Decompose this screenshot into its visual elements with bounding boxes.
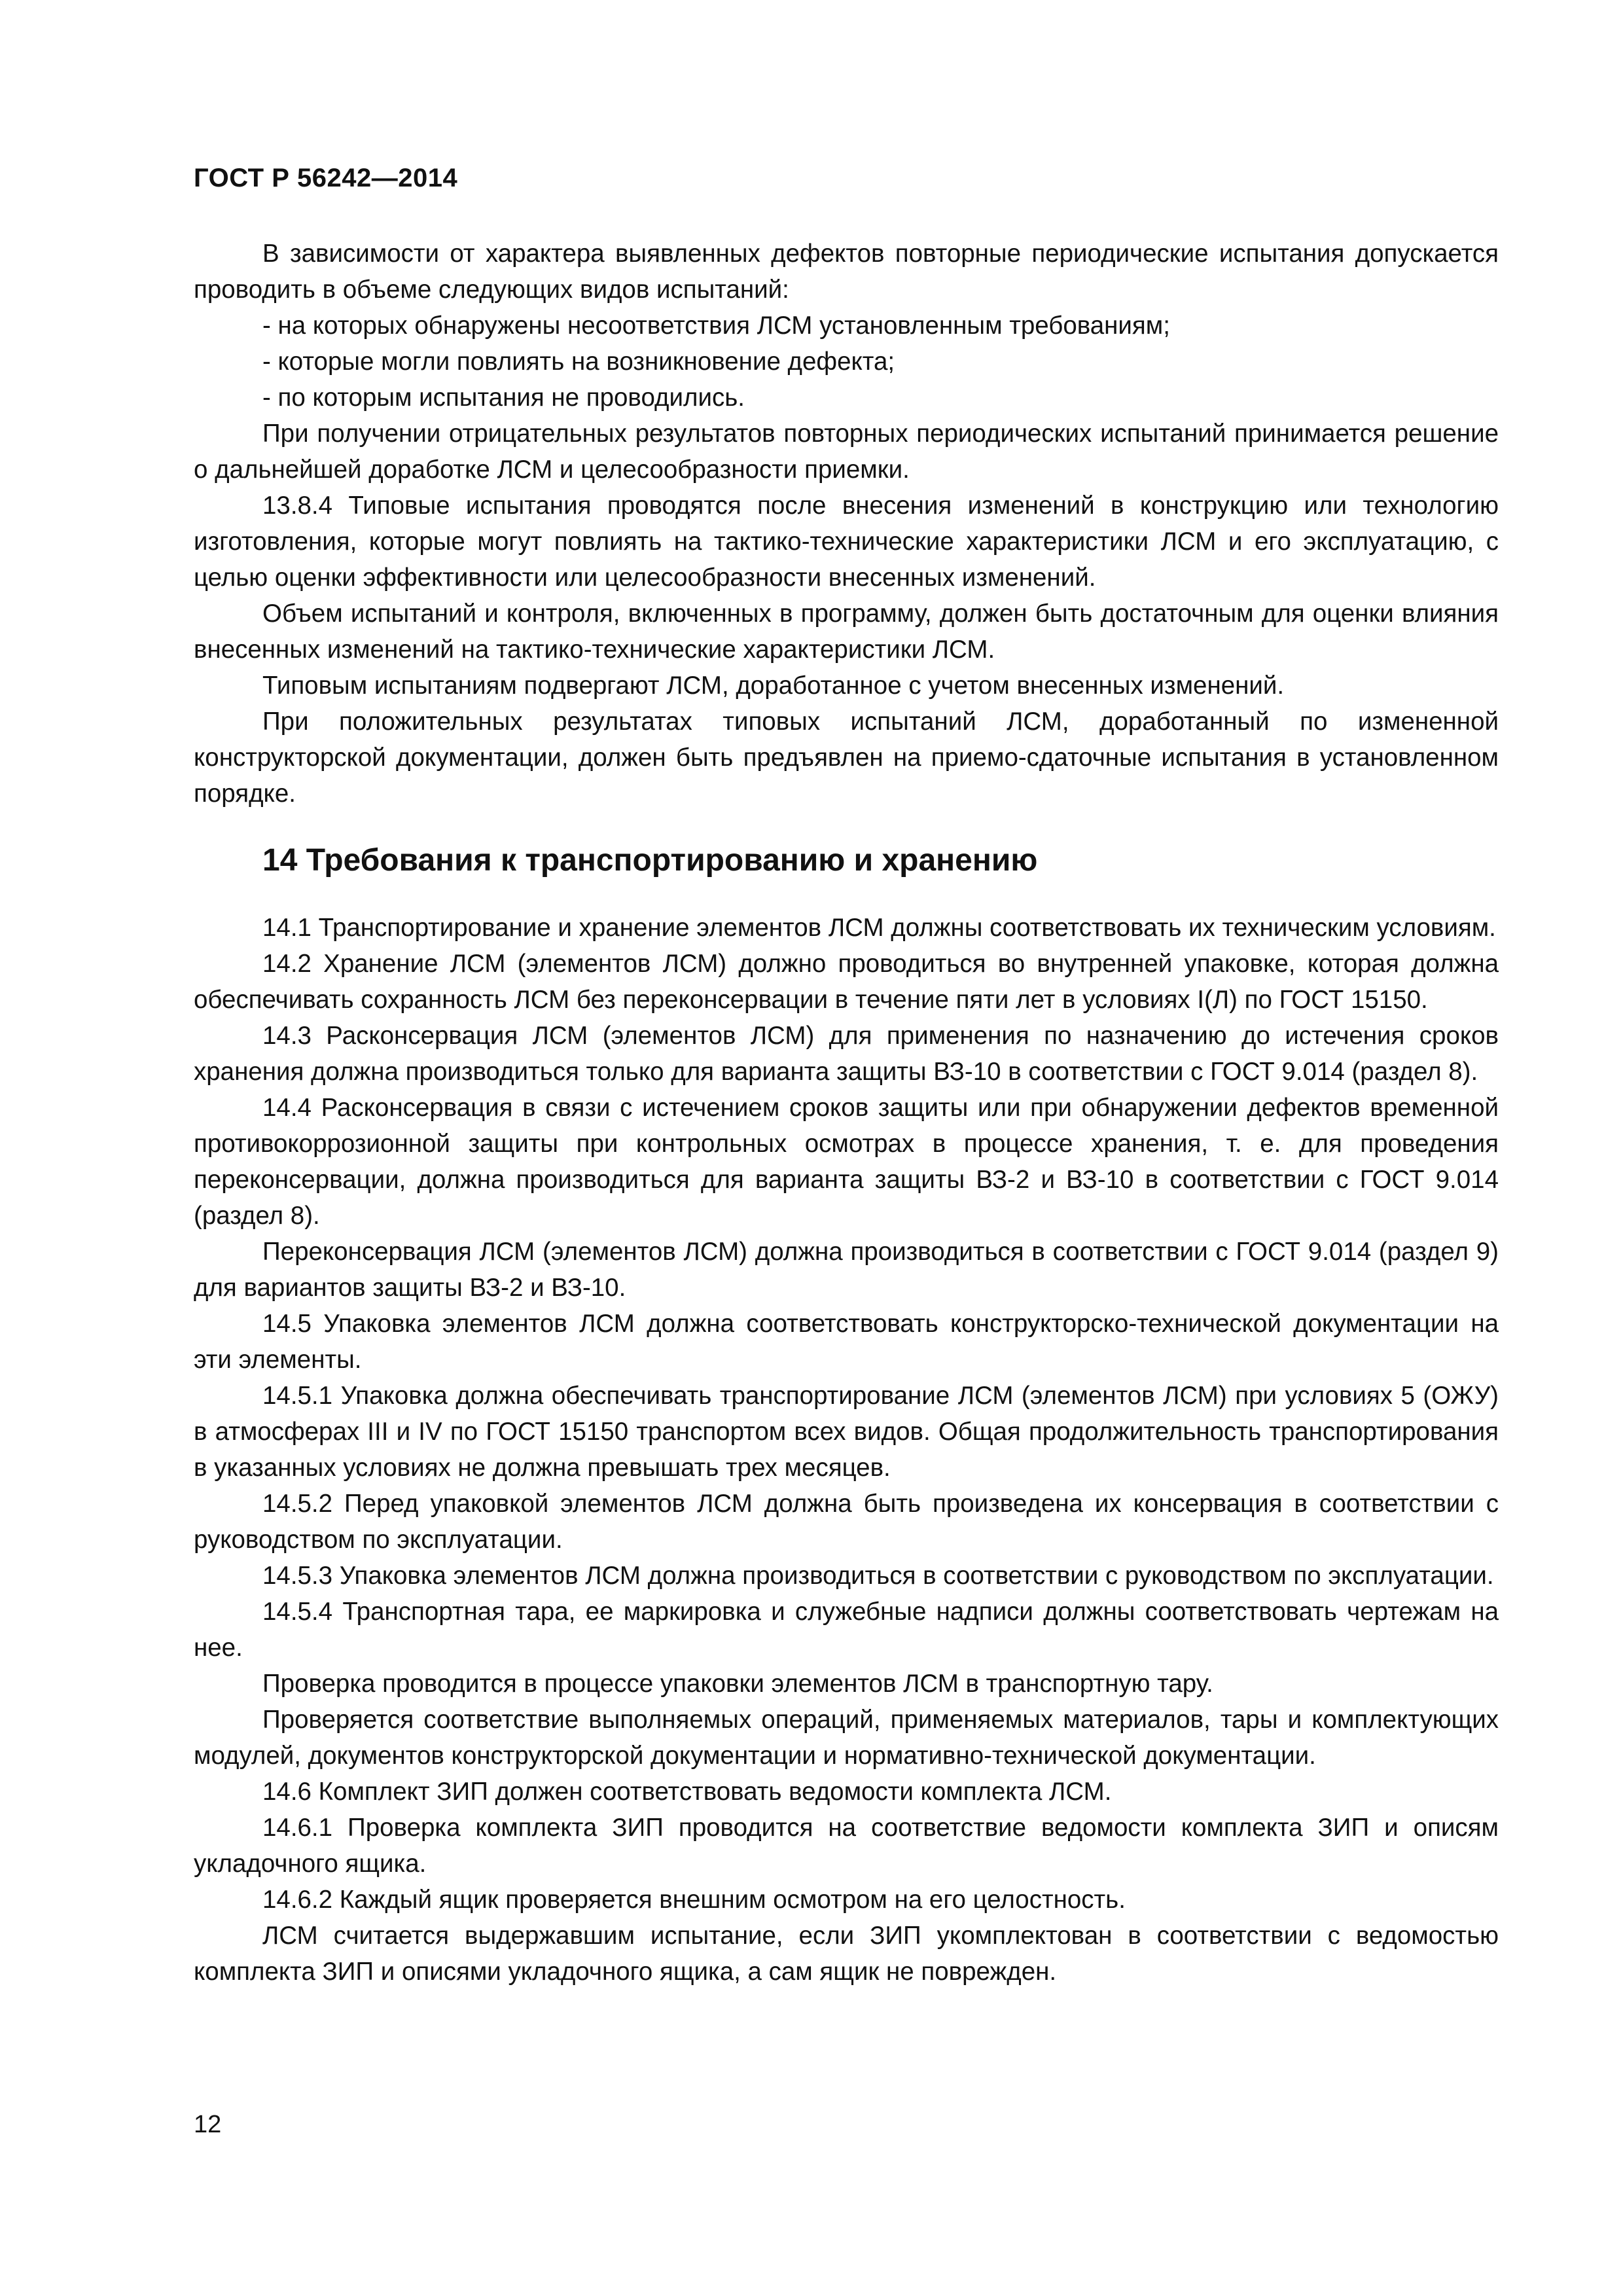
paragraph: При положительных результатах типовых испытаний ЛСМ, доработанный по измененной конструкторской документации, должен быть предъявлен на приемо-сдаточные испытания в установленном порядке. [194, 708, 1499, 808]
paragraph: 14.6.2 Каждый ящик проверяется внешним осмотром на его целостность. [262, 1886, 1126, 1914]
paragraph: 14.4 Расконсервация в связи с истечением сроков защиты или при обнаружении дефектов временной противокоррозионной защиты при контрольных осмотрах в процессе хранения, т. е. для проведения переконсервации, должна производиться для варианта защиты ВЗ-2 и ВЗ-10 в соответствии с ГОСТ 9.014 (раздел 8). [194, 1094, 1499, 1230]
paragraph: 14.1 Транспортирование и хранение элементов ЛСМ должны соответствовать их техническим условиям. [262, 914, 1496, 942]
paragraph: Проверка проводится в процессе упаковки элементов ЛСМ в транспортную тару. [262, 1670, 1213, 1698]
paragraph: 14.6.1 Проверка комплекта ЗИП проводится на соответствие ведомости комплекта ЗИП и описям укладочного ящика. [194, 1814, 1499, 1878]
paragraph: 14.5 Упаковка элементов ЛСМ должна соответствовать конструкторско-технической документации на эти элементы. [194, 1310, 1499, 1374]
paragraph: 14.3 Расконсервация ЛСМ (элементов ЛСМ) для применения по назначению до истечения сроков хранения должна производиться только для варианта защиты ВЗ-10 в соответствии с ГОСТ 9.014 (раздел 8). [194, 1022, 1499, 1086]
paragraph: В зависимости от характера выявленных дефектов повторные периодические испытания допускается проводить в объеме следующих видов испытаний: [194, 240, 1499, 304]
paragraph: При получении отрицательных результатов повторных периодических испытаний принимается решение о дальнейшей доработке ЛСМ и целесообразности приемки. [194, 420, 1499, 484]
document-body [194, 236, 1499, 1990]
paragraph: 14.5.2 Перед упаковкой элементов ЛСМ должна быть произведена их консервация в соответствии с руководством по эксплуатации. [194, 1490, 1499, 1554]
paragraph: Типовым испытаниям подвергают ЛСМ, доработанное с учетом внесенных изменений. [262, 672, 1285, 700]
paragraph: Переконсервация ЛСМ (элементов ЛСМ) должна производиться в соответствии с ГОСТ 9.014 (раздел 9) для вариантов защиты ВЗ-2 и ВЗ-10. [194, 1238, 1499, 1302]
page-number: 12 [194, 2111, 222, 2138]
paragraph: Проверяется соответствие выполняемых операций, применяемых материалов, тары и комплектующих модулей, документов конструкторской документации и нормативно-технической документации. [194, 1706, 1499, 1770]
list-item: - на которых обнаружены несоответствия ЛСМ установленным требованиям; [262, 312, 1170, 340]
paragraph: ЛСМ считается выдержавшим испытание, если ЗИП укомплектован в соответствии с ведомостью комплекта ЗИП и описями укладочного ящика, а сам ящик не поврежден. [194, 1922, 1499, 1986]
paragraph: 14.5.3 Упаковка элементов ЛСМ должна производиться в соответствии с руководством по эксплуатации. [262, 1562, 1494, 1590]
paragraph: 14.5.4 Транспортная тара, ее маркировка и служебные надписи должны соответствовать чертежам на нее. [194, 1598, 1499, 1662]
list-item: - которые могли повлиять на возникновение дефекта; [262, 348, 895, 376]
paragraph: 14.5.1 Упаковка должна обеспечивать транспортирование ЛСМ (элементов ЛСМ) при условиях 5 (ОЖУ) в атмосферах III и IV по ГОСТ 15150 транспортом всех видов. Общая продолжительность транспортирования в указанных условиях не должна превышать трех месяцев. [194, 1382, 1499, 1482]
paragraph: 13.8.4 Типовые испытания проводятся после внесения изменений в конструкцию или технологию изготовления, которые могут повлиять на тактико-технические характеристики ЛСМ и его эксплуатацию, с целью оценки эффективности или целесообразности внесенных изменений. [194, 492, 1499, 592]
paragraph: 14.2 Хранение ЛСМ (элементов ЛСМ) должно проводиться во внутренней упаковке, которая должна обеспечивать сохранность ЛСМ без переконсервации в течение пяти лет в условиях I(Л) по ГОСТ 15150. [194, 950, 1499, 1014]
paragraph: Объем испытаний и контроля, включенных в программу, должен быть достаточным для оценки влияния внесенных изменений на тактико-технические характеристики ЛСМ. [194, 600, 1499, 664]
document-header: ГОСТ Р 56242—2014 [194, 164, 458, 192]
paragraph: 14.6 Комплект ЗИП должен соответствовать ведомости комплекта ЛСМ. [262, 1778, 1112, 1806]
section-heading: 14 Требования к транспортированию и хранению [262, 843, 1038, 878]
list-item: - по которым испытания не проводились. [262, 384, 745, 412]
